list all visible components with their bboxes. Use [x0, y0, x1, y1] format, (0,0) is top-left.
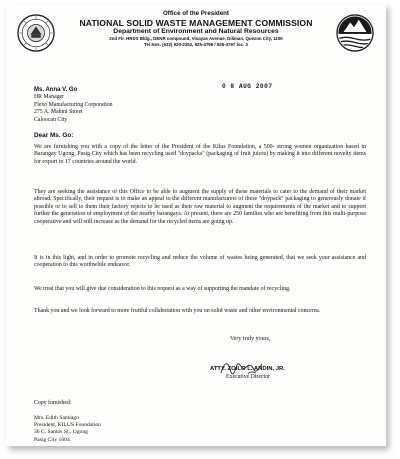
- office-heading: Office of the President: [162, 10, 229, 17]
- commission-logo-icon: [336, 14, 374, 52]
- copy-furnished-line: Mrs. Edith Santiago: [34, 415, 79, 421]
- date-stamp: 0 8 AUG 2007: [222, 83, 273, 90]
- copy-furnished-line: Pasig City 1604: [34, 436, 70, 443]
- salutation: Dear Ms. Go:: [34, 132, 74, 139]
- office-seal-icon: [17, 14, 55, 52]
- recipient-name: Ms. Anna V. Go: [34, 87, 78, 93]
- signer-title: Executive Director: [226, 374, 270, 380]
- body-paragraph: We trust that you will give due consideration to this request as a way of supporting the mandate of recycling.: [34, 286, 291, 292]
- recipient-line: HR Manager: [34, 94, 65, 101]
- recipient-line: 275 A. Mabini Street: [34, 109, 83, 116]
- copy-furnished-line: 36 C. Santos St., Ugong: [34, 429, 88, 436]
- copy-furnished-line: President, KILUS Foundation: [34, 422, 101, 429]
- letterhead-telephone: Tel Nos. (632) 920-2252, 925-4796 / 925-4797 loc. 3: [144, 42, 248, 47]
- recipient-line: Caloocan City: [34, 116, 68, 123]
- letterhead-address: 2nd Flr. HRDS Bldg., DENR compound, Visayas Avenue, Diliman, Quezon City, 1100: [109, 36, 283, 41]
- recipient-block: [34, 87, 113, 124]
- copy-furnished-label: Copy furnished:: [34, 400, 72, 406]
- letter-page: [6, 4, 386, 446]
- signer-name: ATTY. ZOILO L. ANDIN, JR.: [210, 366, 285, 372]
- department-heading: Department of Environment and Natural Resources: [113, 28, 279, 35]
- copy-furnished-block: [34, 415, 101, 444]
- body-paragraph: It is in this light, and in order to promote recycling and reduce the volume of wastes being generated, that we seek your assistance and cooperation to this worthwhile endeavor.: [34, 255, 366, 269]
- body-paragraph: They are seeking the assistance of this Office to be able to augment the supply of these materials to cater to the demand of their market abroad. Specifically, their request is to make an appeal to the different manufacturers of these "doypack" packaging to generously donate if possible or to sell to them their factory rejects to be used as their raw material to augment the requirements of the market and to support further the generation of employment of the nearby barangays. At present, there are 250 families who are benefiting from this multi-purpose cooperative and will still increase as the demand for the recycled items are going up.: [34, 189, 366, 225]
- recipient-line: Flexo Manufacturing Corporation: [34, 101, 113, 108]
- commission-heading: NATIONAL SOLID WASTE MANAGEMENT COMMISSION: [79, 18, 313, 28]
- closing: Very truly yours,: [230, 336, 271, 342]
- body-paragraph: We are furnishing you with a copy of the letter of the President of the Kilus Foundation, a 500- strong women organization based in Barangay Ugong, Pasig City which has been recycling used "doypacks" (packaging of fruit juices) by making it into different novelty items for export to 17 countries around the world.: [34, 144, 366, 165]
- body-paragraph: Thank you and we look forward to more fruitful collaboration with you on solid waste and other environmental concerns.: [34, 308, 321, 314]
